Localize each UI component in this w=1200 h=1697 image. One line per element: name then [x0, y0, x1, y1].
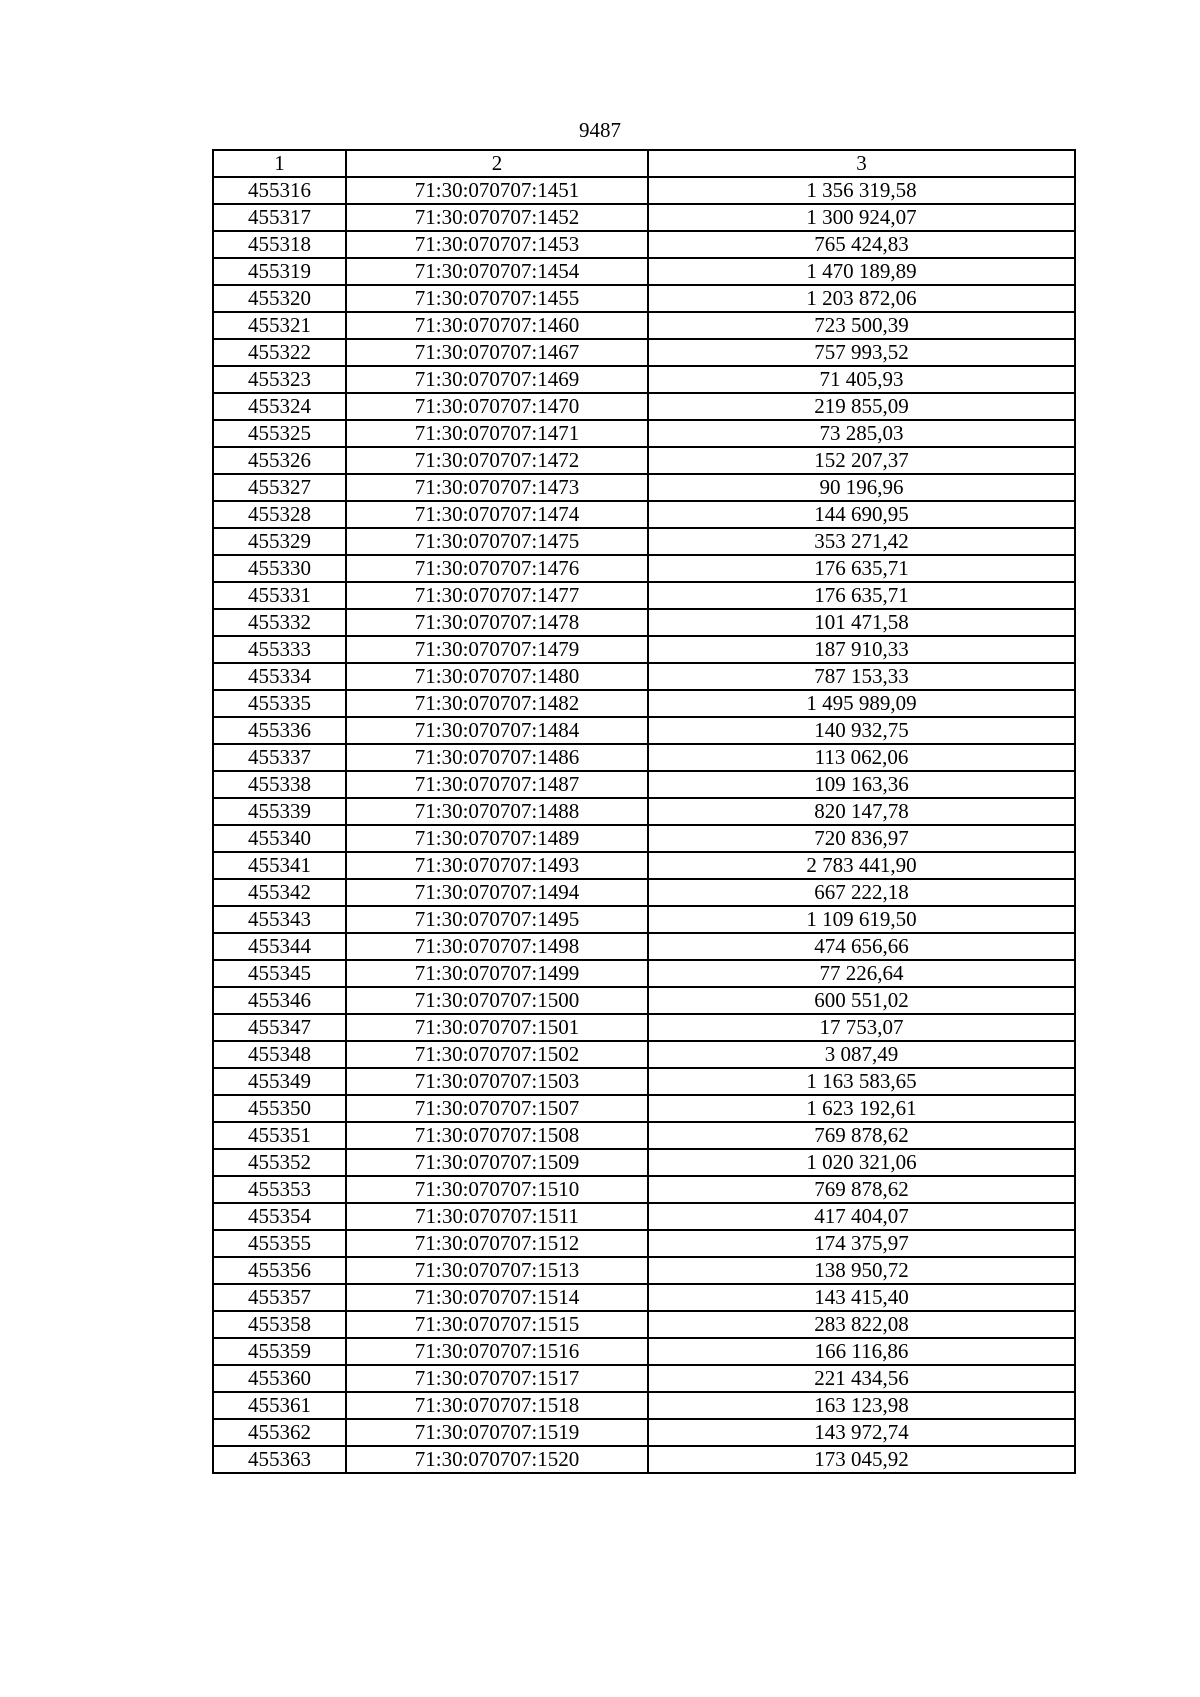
cadastral-number-cell: 71:30:070707:1489 — [346, 825, 648, 852]
table-row — [213, 717, 1075, 744]
table-row — [213, 690, 1075, 717]
table-row — [213, 1338, 1075, 1365]
row-number-cell: 455362 — [213, 1419, 346, 1446]
row-number-cell: 455355 — [213, 1230, 346, 1257]
table-row — [213, 231, 1075, 258]
value-cell: 101 471,58 — [648, 609, 1075, 636]
cadastral-number-cell: 71:30:070707:1479 — [346, 636, 648, 663]
table-row — [213, 555, 1075, 582]
value-cell: 143 972,74 — [648, 1419, 1075, 1446]
table-row — [213, 609, 1075, 636]
value-cell: 1 163 583,65 — [648, 1068, 1075, 1095]
value-cell: 787 153,33 — [648, 663, 1075, 690]
cadastral-number-cell: 71:30:070707:1515 — [346, 1311, 648, 1338]
table-row — [213, 1203, 1075, 1230]
row-number-cell: 455341 — [213, 852, 346, 879]
registry-table — [212, 149, 1076, 1474]
value-cell: 720 836,97 — [648, 825, 1075, 852]
row-number-cell: 455333 — [213, 636, 346, 663]
table-row — [213, 258, 1075, 285]
table-row — [213, 1311, 1075, 1338]
table-row — [213, 393, 1075, 420]
row-number-cell: 455318 — [213, 231, 346, 258]
value-cell: 174 375,97 — [648, 1230, 1075, 1257]
table-row — [213, 1365, 1075, 1392]
row-number-cell: 455328 — [213, 501, 346, 528]
row-number-cell: 455320 — [213, 285, 346, 312]
value-cell: 283 822,08 — [648, 1311, 1075, 1338]
table-row — [213, 744, 1075, 771]
value-cell: 138 950,72 — [648, 1257, 1075, 1284]
cadastral-number-cell: 71:30:070707:1520 — [346, 1446, 648, 1473]
value-cell: 71 405,93 — [648, 366, 1075, 393]
table-row — [213, 933, 1075, 960]
cadastral-number-cell: 71:30:070707:1507 — [346, 1095, 648, 1122]
value-cell: 1 495 989,09 — [648, 690, 1075, 717]
table-row — [213, 1068, 1075, 1095]
cadastral-number-cell: 71:30:070707:1472 — [346, 447, 648, 474]
table-row — [213, 663, 1075, 690]
row-number-cell: 455325 — [213, 420, 346, 447]
value-cell: 417 404,07 — [648, 1203, 1075, 1230]
row-number-cell: 455337 — [213, 744, 346, 771]
table-row — [213, 204, 1075, 231]
value-cell: 143 415,40 — [648, 1284, 1075, 1311]
value-cell: 152 207,37 — [648, 447, 1075, 474]
cadastral-number-cell: 71:30:070707:1452 — [346, 204, 648, 231]
table-row — [213, 1014, 1075, 1041]
row-number-cell: 455357 — [213, 1284, 346, 1311]
value-cell: 176 635,71 — [648, 555, 1075, 582]
row-number-cell: 455339 — [213, 798, 346, 825]
table-row — [213, 312, 1075, 339]
cadastral-number-cell: 71:30:070707:1498 — [346, 933, 648, 960]
value-cell: 173 045,92 — [648, 1446, 1075, 1473]
table-header-row — [213, 150, 1075, 177]
value-cell: 144 690,95 — [648, 501, 1075, 528]
table-body — [213, 177, 1075, 1473]
cadastral-number-cell: 71:30:070707:1467 — [346, 339, 648, 366]
cadastral-number-cell: 71:30:070707:1475 — [346, 528, 648, 555]
cadastral-number-cell: 71:30:070707:1453 — [346, 231, 648, 258]
value-cell: 221 434,56 — [648, 1365, 1075, 1392]
table-row — [213, 1122, 1075, 1149]
row-number-cell: 455332 — [213, 609, 346, 636]
value-cell: 353 271,42 — [648, 528, 1075, 555]
value-cell: 820 147,78 — [648, 798, 1075, 825]
row-number-cell: 455348 — [213, 1041, 346, 1068]
value-cell: 163 123,98 — [648, 1392, 1075, 1419]
cadastral-number-cell: 71:30:070707:1514 — [346, 1284, 648, 1311]
table-row — [213, 1176, 1075, 1203]
cadastral-number-cell: 71:30:070707:1480 — [346, 663, 648, 690]
cadastral-number-cell: 71:30:070707:1470 — [346, 393, 648, 420]
cadastral-number-cell: 71:30:070707:1469 — [346, 366, 648, 393]
cadastral-number-cell: 71:30:070707:1509 — [346, 1149, 648, 1176]
cadastral-number-cell: 71:30:070707:1486 — [346, 744, 648, 771]
table-row — [213, 528, 1075, 555]
table-row — [213, 1095, 1075, 1122]
value-cell: 90 196,96 — [648, 474, 1075, 501]
value-cell: 1 356 319,58 — [648, 177, 1075, 204]
table-row — [213, 447, 1075, 474]
cadastral-number-cell: 71:30:070707:1487 — [346, 771, 648, 798]
row-number-cell: 455338 — [213, 771, 346, 798]
column-header-2: 2 — [346, 150, 648, 177]
cadastral-number-cell: 71:30:070707:1476 — [346, 555, 648, 582]
value-cell: 187 910,33 — [648, 636, 1075, 663]
table-row — [213, 852, 1075, 879]
value-cell: 765 424,83 — [648, 231, 1075, 258]
row-number-cell: 455336 — [213, 717, 346, 744]
value-cell: 2 783 441,90 — [648, 852, 1075, 879]
row-number-cell: 455351 — [213, 1122, 346, 1149]
value-cell: 3 087,49 — [648, 1041, 1075, 1068]
cadastral-number-cell: 71:30:070707:1512 — [346, 1230, 648, 1257]
row-number-cell: 455317 — [213, 204, 346, 231]
row-number-cell: 455321 — [213, 312, 346, 339]
cadastral-number-cell: 71:30:070707:1500 — [346, 987, 648, 1014]
value-cell: 166 116,86 — [648, 1338, 1075, 1365]
cadastral-number-cell: 71:30:070707:1471 — [346, 420, 648, 447]
table-row — [213, 798, 1075, 825]
row-number-cell: 455319 — [213, 258, 346, 285]
table-row — [213, 339, 1075, 366]
table-row — [213, 825, 1075, 852]
row-number-cell: 455324 — [213, 393, 346, 420]
cadastral-number-cell: 71:30:070707:1516 — [346, 1338, 648, 1365]
value-cell: 1 203 872,06 — [648, 285, 1075, 312]
row-number-cell: 455349 — [213, 1068, 346, 1095]
table-row — [213, 1230, 1075, 1257]
row-number-cell: 455342 — [213, 879, 346, 906]
table-row — [213, 1041, 1075, 1068]
table-row — [213, 474, 1075, 501]
cadastral-number-cell: 71:30:070707:1502 — [346, 1041, 648, 1068]
row-number-cell: 455347 — [213, 1014, 346, 1041]
value-cell: 109 163,36 — [648, 771, 1075, 798]
cadastral-number-cell: 71:30:070707:1495 — [346, 906, 648, 933]
row-number-cell: 455358 — [213, 1311, 346, 1338]
row-number-cell: 455354 — [213, 1203, 346, 1230]
value-cell: 113 062,06 — [648, 744, 1075, 771]
value-cell: 1 623 192,61 — [648, 1095, 1075, 1122]
row-number-cell: 455340 — [213, 825, 346, 852]
page-number: 9487 — [579, 118, 621, 142]
cadastral-number-cell: 71:30:070707:1511 — [346, 1203, 648, 1230]
row-number-cell: 455350 — [213, 1095, 346, 1122]
value-cell: 17 753,07 — [648, 1014, 1075, 1041]
table-row — [213, 1284, 1075, 1311]
table-row — [213, 1257, 1075, 1284]
cadastral-number-cell: 71:30:070707:1510 — [346, 1176, 648, 1203]
row-number-cell: 455360 — [213, 1365, 346, 1392]
cadastral-number-cell: 71:30:070707:1451 — [346, 177, 648, 204]
table-row — [213, 906, 1075, 933]
value-cell: 769 878,62 — [648, 1122, 1075, 1149]
row-number-cell: 455343 — [213, 906, 346, 933]
cadastral-number-cell: 71:30:070707:1484 — [346, 717, 648, 744]
cadastral-number-cell: 71:30:070707:1517 — [346, 1365, 648, 1392]
cadastral-number-cell: 71:30:070707:1503 — [346, 1068, 648, 1095]
table-row — [213, 1446, 1075, 1473]
row-number-cell: 455330 — [213, 555, 346, 582]
value-cell: 600 551,02 — [648, 987, 1075, 1014]
cadastral-number-cell: 71:30:070707:1478 — [346, 609, 648, 636]
value-cell: 1 020 321,06 — [648, 1149, 1075, 1176]
table-row — [213, 420, 1075, 447]
table-row — [213, 285, 1075, 312]
row-number-cell: 455316 — [213, 177, 346, 204]
table-row — [213, 1419, 1075, 1446]
cadastral-number-cell: 71:30:070707:1455 — [346, 285, 648, 312]
value-cell: 77 226,64 — [648, 960, 1075, 987]
value-cell: 1 109 619,50 — [648, 906, 1075, 933]
row-number-cell: 455345 — [213, 960, 346, 987]
row-number-cell: 455334 — [213, 663, 346, 690]
value-cell: 73 285,03 — [648, 420, 1075, 447]
cadastral-number-cell: 71:30:070707:1474 — [346, 501, 648, 528]
value-cell: 769 878,62 — [648, 1176, 1075, 1203]
cadastral-number-cell: 71:30:070707:1454 — [346, 258, 648, 285]
value-cell: 757 993,52 — [648, 339, 1075, 366]
cadastral-number-cell: 71:30:070707:1488 — [346, 798, 648, 825]
row-number-cell: 455322 — [213, 339, 346, 366]
row-number-cell: 455323 — [213, 366, 346, 393]
row-number-cell: 455346 — [213, 987, 346, 1014]
row-number-cell: 455335 — [213, 690, 346, 717]
row-number-cell: 455344 — [213, 933, 346, 960]
row-number-cell: 455326 — [213, 447, 346, 474]
value-cell: 219 855,09 — [648, 393, 1075, 420]
cadastral-number-cell: 71:30:070707:1508 — [346, 1122, 648, 1149]
cadastral-number-cell: 71:30:070707:1499 — [346, 960, 648, 987]
value-cell: 140 932,75 — [648, 717, 1075, 744]
row-number-cell: 455331 — [213, 582, 346, 609]
cadastral-number-cell: 71:30:070707:1501 — [346, 1014, 648, 1041]
table-row — [213, 177, 1075, 204]
table-row — [213, 960, 1075, 987]
value-cell: 474 656,66 — [648, 933, 1075, 960]
cadastral-number-cell: 71:30:070707:1493 — [346, 852, 648, 879]
cadastral-number-cell: 71:30:070707:1494 — [346, 879, 648, 906]
cadastral-number-cell: 71:30:070707:1473 — [346, 474, 648, 501]
cadastral-number-cell: 71:30:070707:1460 — [346, 312, 648, 339]
row-number-cell: 455352 — [213, 1149, 346, 1176]
table-row — [213, 582, 1075, 609]
table-row — [213, 771, 1075, 798]
table-row — [213, 636, 1075, 663]
row-number-cell: 455353 — [213, 1176, 346, 1203]
column-header-1: 1 — [213, 150, 346, 177]
table-row — [213, 501, 1075, 528]
column-header-3: 3 — [648, 150, 1075, 177]
row-number-cell: 455363 — [213, 1446, 346, 1473]
value-cell: 667 222,18 — [648, 879, 1075, 906]
cadastral-number-cell: 71:30:070707:1519 — [346, 1419, 648, 1446]
cadastral-number-cell: 71:30:070707:1513 — [346, 1257, 648, 1284]
table-row — [213, 366, 1075, 393]
row-number-cell: 455356 — [213, 1257, 346, 1284]
value-cell: 723 500,39 — [648, 312, 1075, 339]
table-row — [213, 879, 1075, 906]
cadastral-number-cell: 71:30:070707:1482 — [346, 690, 648, 717]
row-number-cell: 455329 — [213, 528, 346, 555]
value-cell: 1 300 924,07 — [648, 204, 1075, 231]
row-number-cell: 455359 — [213, 1338, 346, 1365]
table-row — [213, 1392, 1075, 1419]
row-number-cell: 455327 — [213, 474, 346, 501]
row-number-cell: 455361 — [213, 1392, 346, 1419]
value-cell: 1 470 189,89 — [648, 258, 1075, 285]
cadastral-number-cell: 71:30:070707:1477 — [346, 582, 648, 609]
table-row — [213, 1149, 1075, 1176]
table-row — [213, 987, 1075, 1014]
cadastral-number-cell: 71:30:070707:1518 — [346, 1392, 648, 1419]
value-cell: 176 635,71 — [648, 582, 1075, 609]
